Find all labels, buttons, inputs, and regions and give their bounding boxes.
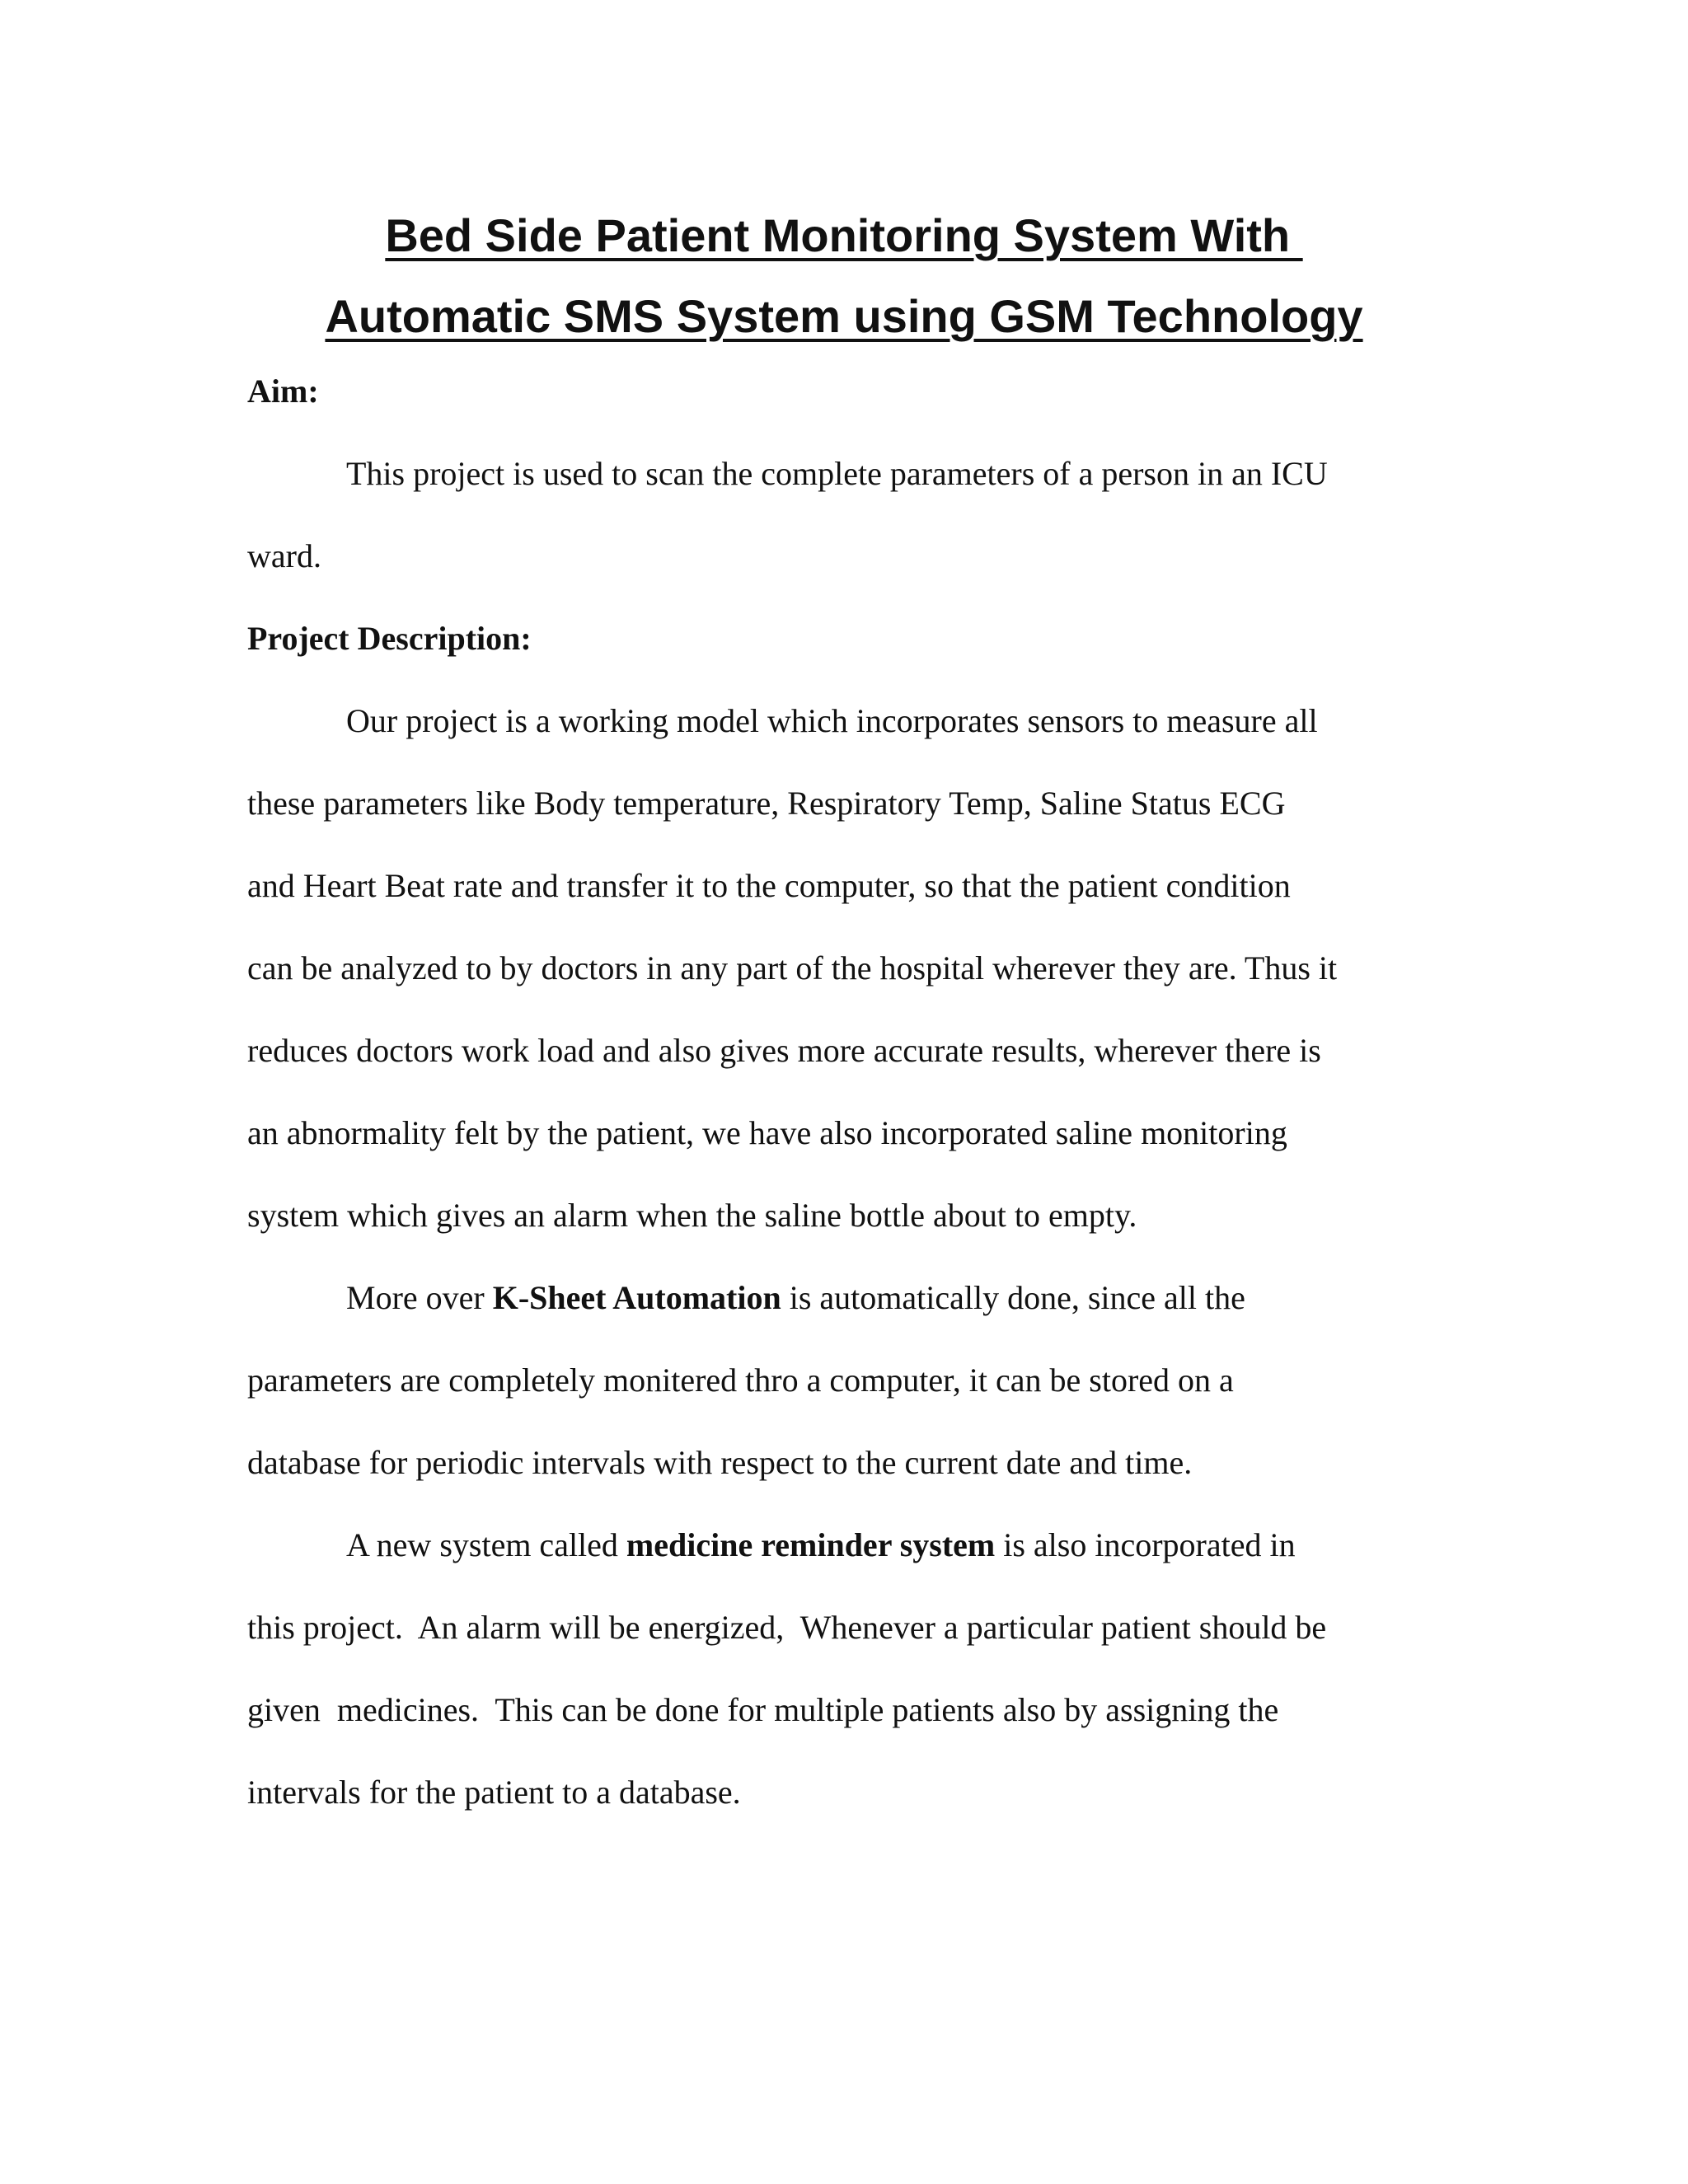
aim-heading: Aim: xyxy=(247,373,319,410)
desc-p1-line-7: system which gives an alarm when the saline bottle about to empty. xyxy=(247,1197,1137,1234)
desc-p1-line-3: and Heart Beat rate and transfer it to the computer, so that the patient condition xyxy=(247,867,1291,904)
desc-p3-prefix: A new system called xyxy=(346,1526,626,1563)
desc-p3-suffix: is also incorporated in xyxy=(995,1526,1296,1563)
desc-p3-line-3: given medicines. This can be done for multiple patients also by assigning the xyxy=(247,1691,1279,1728)
medicine-reminder-term: medicine reminder system xyxy=(626,1526,996,1563)
aim-line-2: ward. xyxy=(247,537,321,574)
desc-p3-line-4: intervals for the patient to a database. xyxy=(247,1774,741,1811)
document-title xyxy=(165,195,1523,357)
desc-p2-line-2: parameters are completely monitered thro a computer, it can be stored on a xyxy=(247,1361,1234,1399)
aim-line-1: This project is used to scan the complete parameters of a person in an ICU xyxy=(346,455,1328,492)
desc-p3-line-1 xyxy=(247,1504,1442,1586)
desc-p2-suffix: is automatically done, since all the xyxy=(781,1279,1245,1316)
title-line-2: Automatic SMS System using GSM Technology xyxy=(325,290,1363,342)
desc-p3-line-2: this project. An alarm will be energized, Whenever a particular patient should be xyxy=(247,1609,1327,1646)
description-heading-block xyxy=(247,598,1442,680)
desc-p2-line-3: database for periodic intervals with respect to the current date and time. xyxy=(247,1444,1193,1481)
description-body xyxy=(247,680,1442,1834)
k-sheet-automation-term: K-Sheet Automation xyxy=(492,1279,781,1316)
desc-p2-prefix: More over xyxy=(346,1279,493,1316)
desc-p1-line-5: reduces doctors work load and also gives more accurate results, wherever there is xyxy=(247,1032,1321,1069)
desc-p1-line-4: can be analyzed to by doctors in any part of the hospital wherever they are. Thus it xyxy=(247,949,1338,987)
aim-paragraph xyxy=(247,433,1442,598)
desc-p1-line-1: Our project is a working model which incorporates sensors to measure all xyxy=(346,702,1318,739)
title-line-1: Bed Side Patient Monitoring System With xyxy=(385,209,1303,261)
description-heading: Project Description: xyxy=(247,620,532,657)
desc-p1-line-2: these parameters like Body temperature, Respiratory Temp, Saline Status ECG xyxy=(247,785,1286,822)
aim-heading-block xyxy=(247,350,1442,433)
desc-p2-line-1 xyxy=(247,1257,1442,1339)
desc-p1-line-6: an abnormality felt by the patient, we have also incorporated saline monitoring xyxy=(247,1114,1287,1151)
